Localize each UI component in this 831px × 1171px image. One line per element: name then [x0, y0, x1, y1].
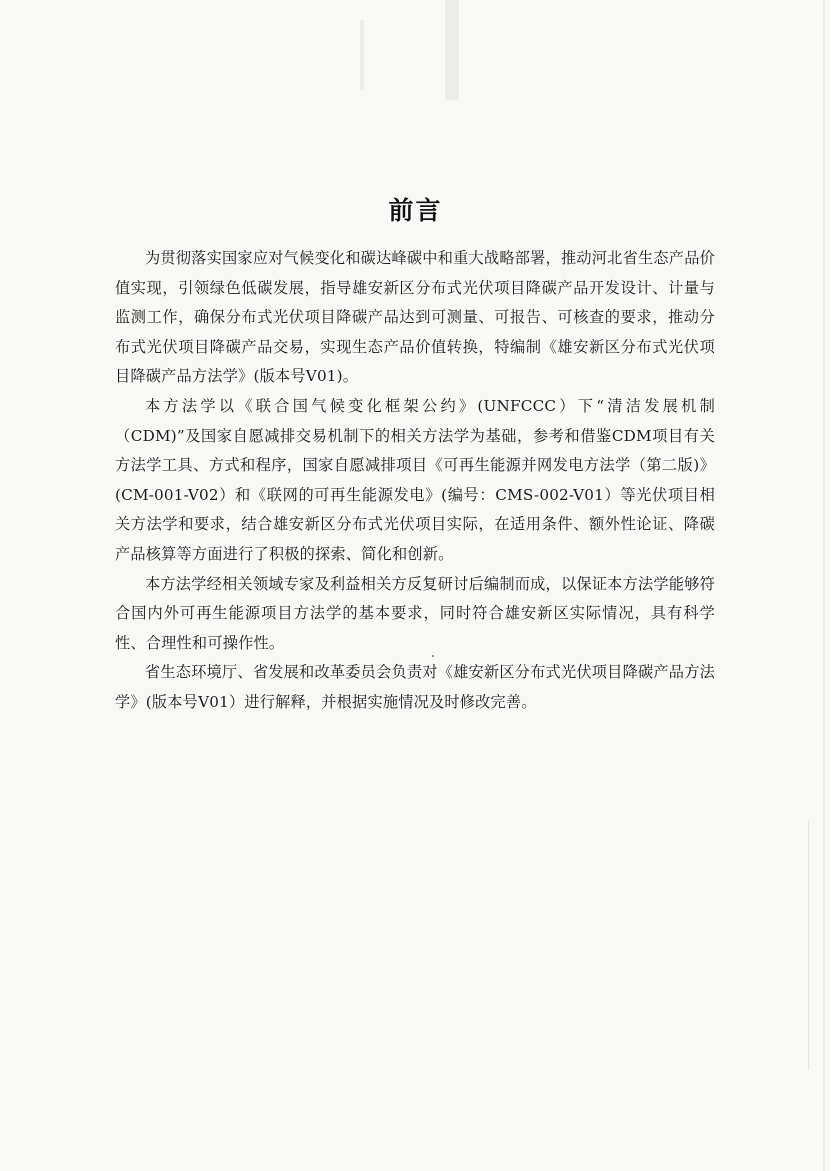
- paragraph-4: 省生态环境厅、省发展和改革委员会负责对《雄安新区分布式光伏项目降碳产品方法学》(版本号V01）进行解释，并根据实施情况及时修改完善。: [115, 663, 715, 711]
- paragraph-3: 本方法学经相关领域专家及利益相关方反复研讨后编制而成，以保证本方法学能够符合国内外可再生能源项目方法学的基本要求，同时符合雄安新区实际情况，具有科学性、合理性和可操作性。: [115, 574, 715, 652]
- paragraph-1: 为贯彻落实国家应对气候变化和碳达峰碳中和重大战略部署，推动河北省生态产品价值实现，引领绿色低碳发展，指导雄安新区分布式光伏项目降碳产品开发设计、计量与监测工作，确保分布式光伏项目降碳产品达到可测量、可报告、可核查的要求，推动分布式光伏项目降碳产品交易，实现生态产品价值转换，特编制《雄安新区分布式光伏项目降碳产品方法学》(版本号V01)。: [115, 249, 715, 386]
- scan-edge-mark: [808, 820, 809, 1070]
- preface-body: [115, 244, 715, 718]
- scan-bleed-through-2: [360, 20, 364, 90]
- scan-bleed-through: [445, 0, 459, 100]
- paragraph-2: 本方法学以《联合国气候变化框架公约》(UNFCCC）下“清洁发展机制（CDM)”及国家自愿减排交易机制下的相关方法学为基础，参考和借鉴CDM项目有关方法学工具、方式和程序，国家自愿减排项目《可再生能源并网发电方法学（第二版)》(CM-001-V02）和《联网的可再生能源发电》(编号：CMS-002-V01）等光伏项目相关方法学和要求，结合雄安新区分布式光伏项目实际，在适用条件、额外性论证、降碳产品核算等方面进行了积极的探索、简化和创新。: [115, 396, 715, 563]
- page-title: 前言: [388, 195, 443, 225]
- scan-speck: [432, 655, 434, 657]
- scan-edge-shadow: [823, 0, 825, 1171]
